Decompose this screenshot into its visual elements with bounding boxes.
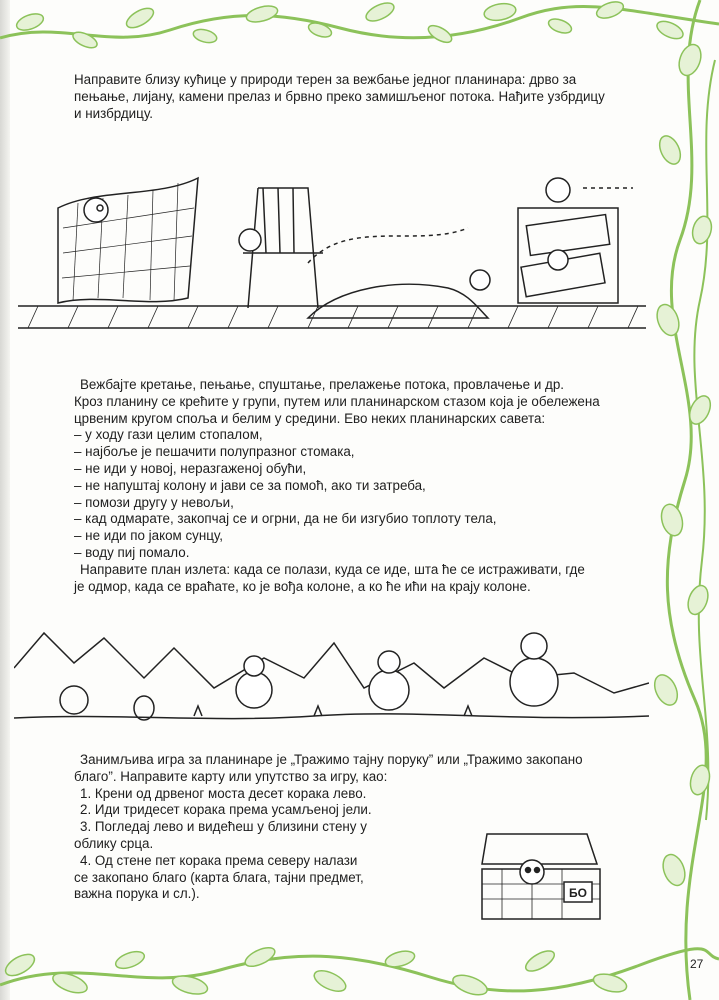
game-line: благо”. Направите карту или упутство за игру, као: bbox=[74, 768, 388, 784]
vine-border-bottom bbox=[0, 915, 719, 1000]
rug bbox=[308, 284, 488, 318]
intro-line: Направите близу кућице у природи терен за вежбање једног планинара: дрво за bbox=[74, 72, 577, 87]
tip-item: – у ходу гази целим стопалом, bbox=[74, 427, 263, 443]
chest-label: БО bbox=[569, 886, 587, 900]
hiker-bird bbox=[510, 658, 558, 706]
exercise-line: Кроз планину се крећите у групи, путем или планинарском стазом која је обележена bbox=[74, 393, 600, 409]
mountain-hikers-illustration bbox=[14, 618, 649, 726]
hiker-bird-head bbox=[521, 633, 547, 659]
exercise-section bbox=[74, 377, 604, 595]
bird-head bbox=[239, 229, 261, 251]
tip-item: – не иди по јаком сунцу, bbox=[74, 528, 223, 544]
vine-border-top bbox=[0, 0, 719, 60]
intro-line: и низбрдицу. bbox=[74, 105, 153, 121]
game-step: важна порука и сл.). bbox=[74, 886, 200, 902]
intro-paragraph bbox=[74, 72, 649, 122]
bird-eye bbox=[526, 868, 531, 873]
treasure-chest-illustration bbox=[462, 824, 612, 924]
plan-line: Направите план излета: када се полази, куда се иде, шта ће се истраживати, где bbox=[80, 561, 585, 577]
tip-item: – воду пиј помало. bbox=[74, 544, 190, 560]
tip-item: – не напуштај колону и јави се за помоћ, ако ти затреба, bbox=[74, 477, 426, 493]
tip-item: – најбоље је пешачити полупразног стомака, bbox=[74, 444, 355, 460]
dashed-path-arrow bbox=[308, 228, 468, 263]
bird-head bbox=[470, 270, 490, 290]
hiker-bird-head bbox=[378, 651, 400, 673]
bird-head bbox=[548, 250, 568, 270]
drawer bbox=[526, 215, 609, 256]
game-step: облику срца. bbox=[74, 835, 154, 851]
intro-line: пењање, лијану, камени прелаз и брвно преко замишљеног потока. Нађите узбрдицу bbox=[74, 88, 605, 104]
tip-item: – кад одмарате, закопчај се и огрни, да не би изгубио топлоту тела, bbox=[74, 511, 497, 527]
page-spine-shadow bbox=[0, 0, 10, 1000]
plan-line: је одмор, када се враћате, ко је вођа колоне, а ко ће ићи на крају колоне. bbox=[74, 578, 531, 594]
bird-in-chest bbox=[520, 860, 544, 884]
vine-border-right bbox=[640, 0, 719, 1000]
game-step: 3. Погледај лево и видећеш у близини стену у bbox=[80, 819, 367, 835]
exercise-line: Вежбајте кретање, пењање, спуштање, прелажење потока, провлачење и др. bbox=[80, 377, 565, 392]
ground-line bbox=[14, 714, 649, 719]
tip-item: – помози другу у невољи, bbox=[74, 494, 234, 510]
obstacle-course-illustration bbox=[18, 168, 646, 338]
page-number: 27 bbox=[690, 957, 704, 971]
chest-lid bbox=[482, 834, 597, 864]
game-step: се закопано благо (карта блага, тајни предмет, bbox=[74, 869, 364, 885]
exercise-line: црвеним кругом споља и белим у средини. Ево неких планинарских савета: bbox=[74, 410, 546, 426]
bird-head bbox=[546, 178, 570, 202]
bird-head bbox=[84, 198, 108, 222]
bird-eye bbox=[535, 868, 540, 873]
hiker-bird bbox=[369, 670, 409, 710]
hiker-bird-head bbox=[244, 656, 264, 676]
game-line: Занимљива игра за планинаре је „Тражимо тајну поруку” или „Тражимо закопано bbox=[80, 752, 583, 767]
game-step: 2. Иди тридесет корака према усамљеној јели. bbox=[80, 802, 372, 818]
rock bbox=[60, 686, 88, 714]
rock bbox=[134, 696, 154, 720]
game-step: 4. Од стене пет корака према северу налази bbox=[80, 852, 358, 868]
hiker-bird bbox=[236, 672, 272, 708]
tip-item: – не иди у новој, неразгаженој обући, bbox=[74, 460, 307, 476]
game-step: 1. Крени од дрвеног моста десет корака лево. bbox=[80, 785, 367, 801]
